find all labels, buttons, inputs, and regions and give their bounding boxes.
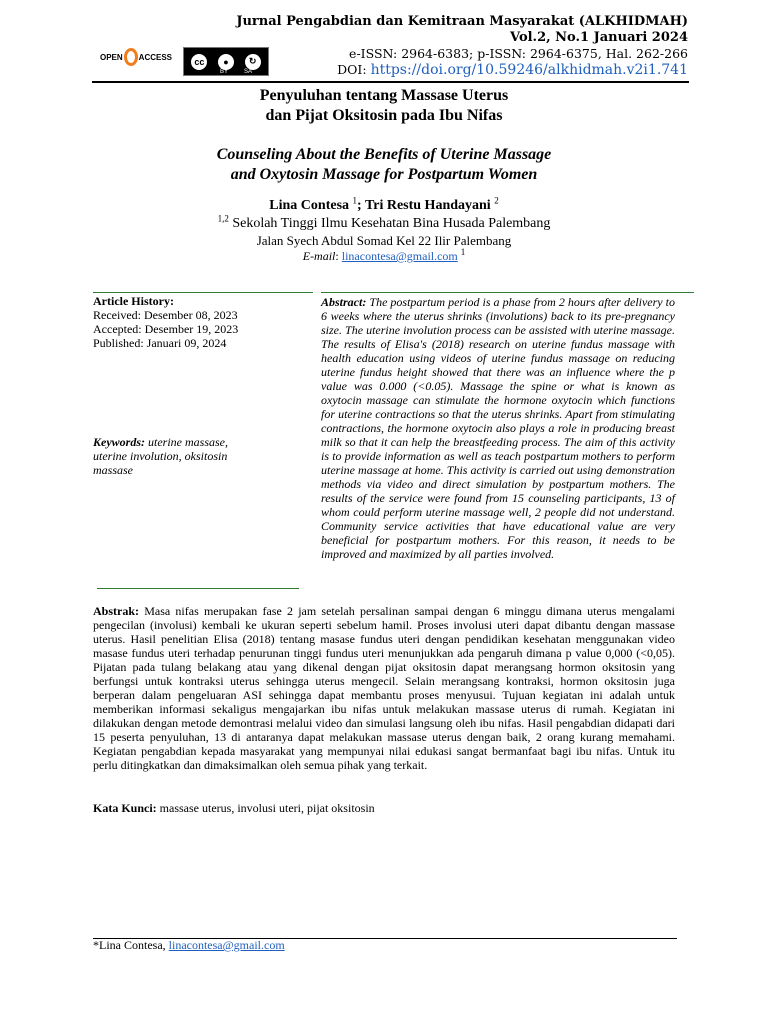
kata-kunci-text: massase uterus, involusi uteri, pijat oksitosin <box>159 801 375 815</box>
cc-icon: cc <box>189 52 209 72</box>
author-1: Lina Contesa <box>269 198 350 213</box>
footnote-email-link[interactable]: linacontesa@gmail.com <box>168 938 285 952</box>
open-label: OPEN <box>100 52 123 62</box>
info-box-bottom-rule <box>97 588 299 589</box>
open-access-lock-icon <box>124 48 138 66</box>
article-history <box>93 294 238 350</box>
title-en-line-2: and Oxytosin Massage for Postpartum Women <box>230 166 538 183</box>
affiliation-marker: 1,2 <box>217 213 229 224</box>
abstract-label: Abstract: <box>321 295 367 309</box>
email-link[interactable]: linacontesa@gmail.com <box>341 249 458 263</box>
email-line: E-mail: linacontesa@gmail.com $^1$ <box>302 247 466 263</box>
doi-label: DOI: <box>337 62 367 77</box>
title-en-line-1: Counseling About the Benefits of Uterine Massage <box>216 146 552 163</box>
abstract-indonesian <box>93 604 675 772</box>
author-1-affiliation: 1 <box>352 195 358 206</box>
creative-commons-logo <box>183 47 269 76</box>
keywords-label: Keywords: <box>93 435 145 449</box>
author-2-affiliation: 2 <box>494 195 499 206</box>
journal-volume: Vol.2, No.1 Januari 2024 <box>510 30 688 45</box>
by-person-icon: ● <box>216 52 236 72</box>
keywords-indonesian <box>93 801 375 816</box>
received-date: Received: Desember 08, 2023 <box>93 308 238 322</box>
issn-info: e-ISSN: 2964-6383; p-ISSN: 2964-6375, Hal. 262-266 <box>349 46 688 61</box>
author-list <box>0 195 768 214</box>
title-indonesian <box>0 86 768 126</box>
access-label: ACCESS <box>138 52 173 62</box>
doi-line <box>337 62 688 78</box>
doi-link[interactable]: https://doi.org/10.59246/alkhidmah.v2i1.741 <box>370 62 688 78</box>
published-date: Published: Januari 09, 2024 <box>93 336 227 350</box>
title-id-line-1: Penyuluhan tentang Massase Uterus <box>259 87 509 104</box>
accepted-date: Accepted: Desember 19, 2023 <box>93 322 239 336</box>
cc-sa-label: SA <box>244 69 253 75</box>
abstract-text: The postpartum period is a phase from 2 hours after delivery to 6 weeks where the uterus shrinks (involutions) back to its pre-pregnancy size. The uterine involution process can be assisted with uterine massage. The results of Elisa's (2018) research on uterine fundus massage with health education using videos of uterine fundus massage on reducing uterine fundus height showed that there was an influence where the p value was 0.000 (<0.05). Massage the spine or what is known as oxytocin massage can stimulate the hormone oxytocin which functions for uterine contractions so that the uterus shrinks. Apart from stimulating contractions, the hormone oxytocin also plays a role in producing breast milk so that it can help the breastfeeding process. The aim of this activity is to provide information as well as teach postpartum mothers to perform uterine massage at home. This activity is carried out using demonstration methods via video and direct simulation by postpartum mothers. The results of the service were found from 15 counseling participants, 13 of whom could perform uterine massage well, 2 people did not understand. Community service activities that have educational value are very beneficial for postpartum mothers. For this reason, it needs to be improved and maximized by all parties involved. <box>321 295 676 561</box>
footnote <box>93 938 285 953</box>
info-box-top-rule-left <box>93 292 313 293</box>
cc-by-label: BY <box>220 69 229 75</box>
title-id-line-2: dan Pijat Oksitosin pada Ibu Nifas <box>265 107 503 124</box>
footnote-author: *Lina Contesa, <box>93 938 166 952</box>
abstract-english <box>321 295 675 561</box>
affiliation <box>0 213 768 232</box>
affiliation-text: Sekolah Tinggi Ilmu Kesehatan Bina Husada Palembang <box>232 216 551 231</box>
share-alike-icon: ↻ <box>243 52 263 72</box>
email-marker: 1 <box>460 247 466 257</box>
keywords-english <box>93 435 243 477</box>
abstrak-text: Masa nifas merupakan fase 2 jam setelah persalinan sampai dengan 6 minggu dimana uterus mengalami pengecilan (involusi) kembali ke ukuran seperti sebelum hamil. Proses involusi uteri dapat dibantu dengan massase uterus. Hasil penelitian Elisa (2018) tentang masase fundus uteri dengan pendidikan kesehatan menggunakan video masase fundus uteri terhadap penurunan tinggi fundus uteri menunjukkan ada pengaruh dimana p value 0,000 (<0,05). Pijatan pada tulang belakang atau yang dikenal dengan pijat oksitosin dapat merangsang hormon oksitosin yang berfungsi untuk kontraksi uterus sehingga uterus mengecil. Selain merangsang kontraksi, hormon oksitosin juga berperan dalam pengeluaran ASI sehingga dapat membantu proses menyusui. Tujuan kegiatan ini adalah untuk memberikan informasi sekaligus mengajarkan ibu nifas untuk melakukan massase uterus di rumah. Kegiatan ini dilakukan dengan metode demontrasi melalui video dan simulasi langsung oleh ibu nifas. Hasil pengabdian didapati dari 15 peserta penyuluhan, 13 di antaranya dapat melakukan massase uterus dengan baik, 2 orang kurang memahami. Kegiatan pengabdian kepada masyarakat yang mempunyai nilai edukasi sangat bermanfaat bagi ibu nifas. Untuk itu perlu ditingkatkan dan dimaksimalkan oleh semua pihak yang terkait. <box>93 604 676 772</box>
header-divider <box>92 81 689 83</box>
keywords-text: uterine massase, uterine involution, oksitosin massase <box>93 435 228 477</box>
journal-name: Jurnal Pengabdian dan Kemitraan Masyarakat (ALKHIDMAH) <box>236 14 688 29</box>
author-separator: ; <box>357 198 362 213</box>
title-english <box>0 145 768 185</box>
kata-kunci-label: Kata Kunci: <box>93 801 157 815</box>
abstrak-label: Abstrak: <box>93 604 140 618</box>
address: Jalan Syech Abdul Somad Kel 22 Ilir Palembang <box>256 233 512 248</box>
open-access-logo <box>100 48 172 66</box>
article-history-heading: Article History: <box>93 294 174 308</box>
author-2: Tri Restu Handayani <box>364 198 491 213</box>
info-box-top-rule-right <box>321 292 694 293</box>
email-label: E-mail <box>302 249 336 263</box>
